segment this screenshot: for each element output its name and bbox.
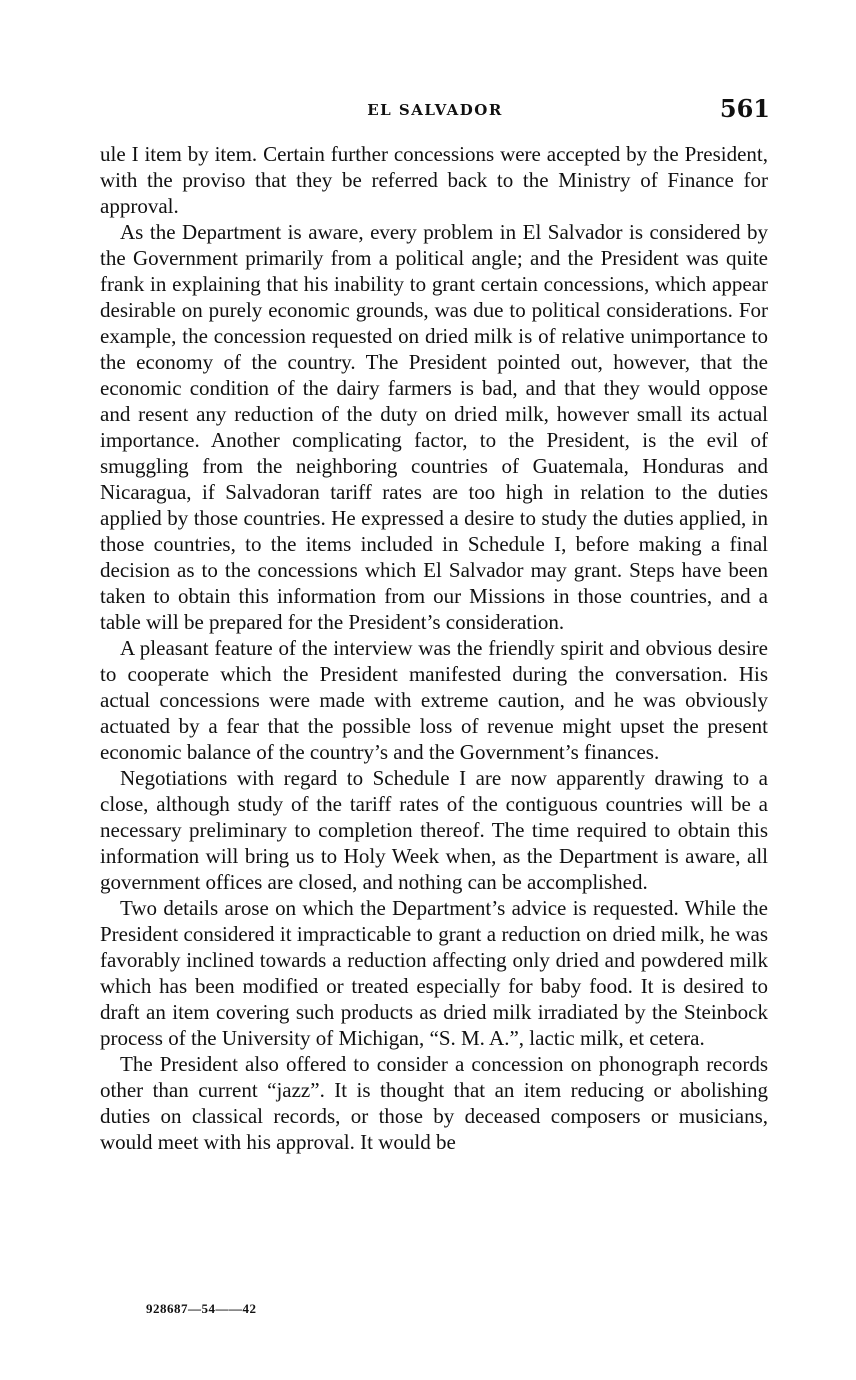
paragraph-two-details: Two details arose on which the Department’s advice is requested. While the President considered it impracticable to grant a reduction on dried milk, he was favorably inclined towards a reduction affecting only dried and powdered milk which has been modified or treated especially for baby food. It is desired to draft an item covering such products as dried milk irradiated by the Steinbock process of the University of Michigan, “S. M. A.”, lactic milk, et cetera. <box>100 896 768 1050</box>
paragraph-negotiations: Negotiations with regard to Schedule I are now apparently drawing to a close, although study of the tariff rates of the contiguous countries will be a necessary preliminary to completion thereof. The time required to obtain this information will bring us to Holy Week when, as the Department is aware, all government offices are closed, and nothing can be accomplished. <box>100 766 768 894</box>
running-title: EL SALVADOR <box>367 101 503 119</box>
printer-signature-mark: 928687—54——42 <box>146 1301 257 1316</box>
body-text <box>100 141 768 1155</box>
page-number: 561 <box>719 94 770 123</box>
paragraph-continued: ule I item by item. Certain further concessions were accepted by the President, with the proviso that they be referred back to the Ministry of Finance for approval. <box>100 142 768 218</box>
paragraph-political-considerations: As the Department is aware, every problem in El Salvador is considered by the Government primarily from a political angle; and the President was quite frank in explaining that his inability to grant certain concessions, which appear desirable on purely economic grounds, was due to political considerations. For example, the concession requested on dried milk is of relative unimportance to the economy of the country. The President pointed out, however, that the economic condition of the dairy farmers is bad, and that they would oppose and resent any reduction of the duty on dried milk, however small its actual importance. Another complicating factor, to the President, is the evil of smuggling from the neighboring countries of Guatemala, Honduras and Nicaragua, if Salvadoran tariff rates are too high in relation to the duties applied by those countries. He expressed a desire to study the duties applied, in those countries, to the items included in Schedule I, before making a final decision as to the concessions which El Salvador may grant. Steps have been taken to obtain this information from our Missions in those countries, and a table will be prepared for the President’s consideration. <box>100 220 768 634</box>
paragraph-interview-spirit: A pleasant feature of the interview was the friendly spirit and obvious desire to cooperate which the President manifested during the conversation. His actual concessions were made with extreme caution, and he was obviously actuated by a fear that the possible loss of revenue might upset the present economic balance of the country’s and the Government’s finances. <box>100 636 768 764</box>
paragraph-phonograph-records: The President also offered to consider a concession on phonograph records other than current “jazz”. It is thought that an item reducing or abolishing duties on classical records, or those by deceased composers or musicians, would meet with his approval. It would be <box>100 1052 768 1154</box>
running-head <box>100 94 770 126</box>
